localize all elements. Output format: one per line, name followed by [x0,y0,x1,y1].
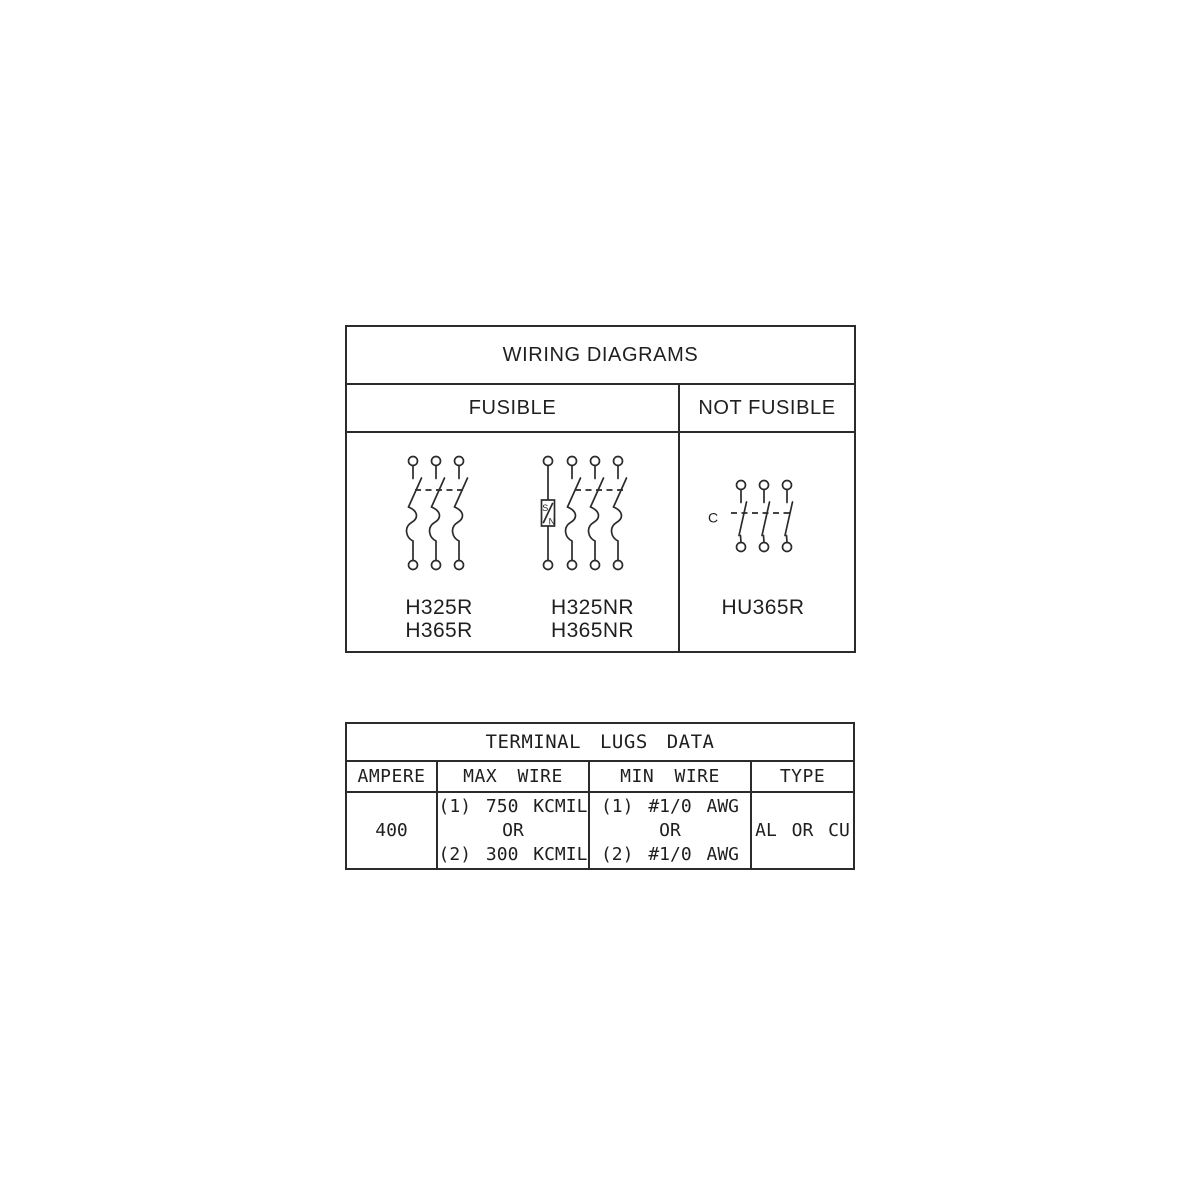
lugs-table-header-row [347,762,853,793]
solid-neutral-pole [542,457,556,570]
min-wire-line: (2) #1/0 AWG [600,843,740,865]
model-label: H365NR [551,619,634,642]
neutral-box-n-label: N [548,516,556,527]
lugs-table-title: TERMINAL LUGS DATA [347,724,853,762]
header-type: TYPE [779,766,826,787]
terminal-lugs-table [345,722,855,870]
fusible-neutral-schematic-icon [535,448,640,573]
not-fusible-schematic-icon [700,478,805,556]
fusible-3pole-schematic-icon [390,448,480,573]
not-fusible-model-labels [713,596,813,619]
wiring-table-title: WIRING DIAGRAMS [347,327,854,385]
max-wire-line: OR [502,819,524,841]
header-ampere: AMPERE [347,762,438,791]
not-fusible-column-header: NOT FUSIBLE [698,396,836,419]
max-wire-line: (1) 750 KCMIL [438,795,588,817]
cell-min-wire-value [590,793,752,868]
fusible-cell [347,433,680,651]
header-max-wire: MAX WIRE [438,762,590,791]
min-wire-line: OR [659,819,681,841]
fusible-column-header: FUSIBLE [347,385,680,431]
max-wire-line: (2) 300 KCMIL [438,843,588,865]
cell-type-value: AL OR CU [755,819,850,841]
model-label: HU365R [721,596,805,619]
neutral-box-s-label: S [542,503,549,513]
lugs-table-data-row [347,793,853,868]
cell-ampere-value: 400 [347,793,438,868]
wiring-diagrams-table [345,325,856,653]
min-wire-line: (1) #1/0 AWG [600,795,740,817]
model-label: H365R [405,619,473,642]
wiring-table-column-headers [347,385,854,433]
fusible-neutral-model-labels [540,596,645,642]
wiring-table-body [347,433,854,651]
not-fusible-cell [680,433,854,651]
cell-max-wire-value [438,793,590,868]
header-min-wire: MIN WIRE [590,762,752,791]
model-label: H325R [405,596,473,619]
fusible-3pole-model-labels [389,596,489,642]
c-annotation: C [708,509,719,526]
model-label: H325NR [551,596,634,619]
